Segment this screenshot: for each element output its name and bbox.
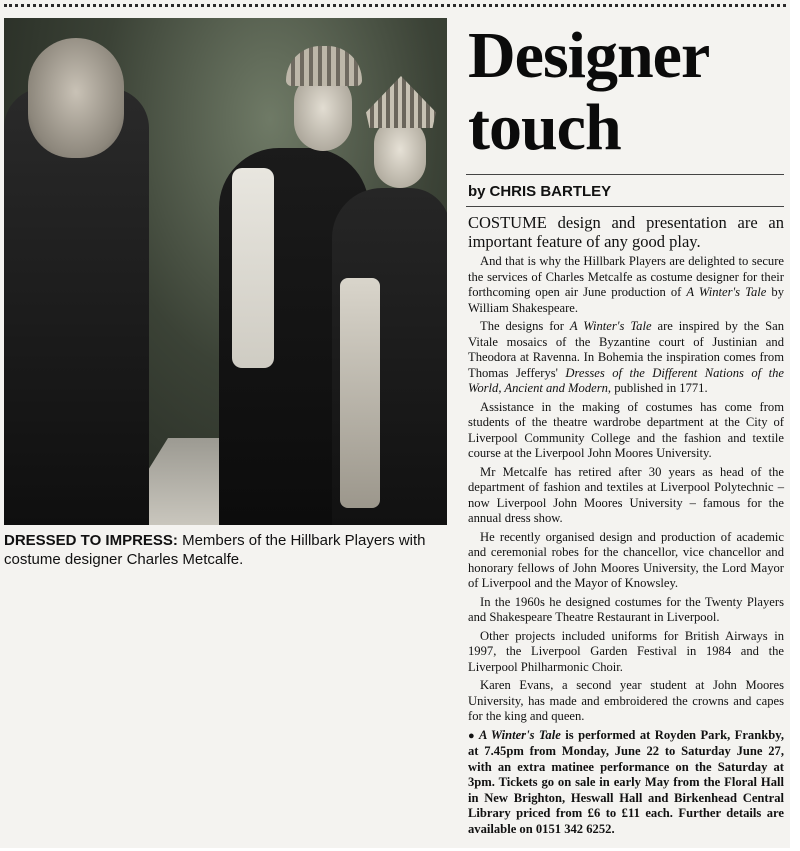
byline-prefix: by [468,183,486,200]
book-title: Dresses of the Different Nations of the World, Ancient and Modern [468,365,784,395]
king-crown-icon [286,46,362,86]
queen-crown-icon [366,76,436,128]
paragraph [468,319,784,397]
man-head [28,38,124,158]
play-title: A Winter's Tale [569,319,652,333]
cut-line [4,4,786,7]
queen-head [374,118,426,188]
paragraph-text: by William Shakespeare. [468,285,785,315]
play-title: A Winter's Tale [686,285,767,299]
paragraph: In the 1960s he designed costumes for the Twenty Players and Shakespeare Theatre Restaurant in Liverpool. [468,594,784,624]
queen-robe-trim [340,278,380,508]
photo-caption [4,532,444,569]
paragraph: Assistance in the making of costumes has come from students of the theatre wardrobe department at the City of Liverpool Community College and the fashion and textile course at the Liverpool John Moores University. [468,399,784,460]
byline-author: CHRIS BARTLEY [489,183,612,200]
bullet-icon: ● [468,729,476,742]
paragraph-text: are inspired by the San Vitale mosaics of the Byzantine court of Justinian and Theodora at Ravenna. In Bohemia the inspiration comes from Thomas Jefferys' [468,319,785,380]
paragraph: Other projects included uniforms for British Airways in 1997, the Liverpool Garden Festival in 1984 and the Liverpool Philharmonic Choir. [468,628,784,674]
rule [466,174,784,175]
paragraph: Karen Evans, a second year student at John Moores University, has made and embroidered the crowns and capes for the king and queen. [468,678,784,723]
paragraph: He recently organised design and production of academic and ceremonial robes for the chancellor, vice chancellor and honorary fellows of John Moores University, the Lord Mayor of Liverpool and the Mayor of Knowsley. [468,529,784,590]
byline [468,183,784,200]
paragraph [468,254,784,316]
caption-lead: DRESSED TO IMPRESS: [4,532,178,549]
article-column [466,18,784,837]
headline: Designer touch [468,19,709,164]
intro-paragraph: COSTUME design and presentation are an important feature of any good play. [468,213,784,251]
caption-text: Members of the Hillbark Players with costume designer Charles Metcalfe. [4,532,426,568]
performance-details [468,728,784,838]
article-photo [4,18,447,525]
paragraph-text: The designs for [480,319,570,333]
paragraph-text: is performed at Royden Park, Frankby, at 7.45pm from Monday, June 22 to Saturday June 27, with an extra matinee performance on the Saturday at 3pm. Tickets go on sale in early May from the Floral Hall in New Brighton, Heswall Hall and Birkenhead Central Library priced from £6 to £11 each. Further details are available on 0151 342 6252. [468,727,784,836]
rule [466,206,784,207]
king-cape [232,168,274,368]
play-title: A Winter's Tale [478,727,561,742]
paragraph-text: , published in 1771. [607,381,708,395]
paragraph: Mr Metcalfe has retired after 30 years as head of the department of fashion and textiles at Liverpool Polytechnic – now Liverpool John Moores University – famous for the annual dress show. [468,464,784,525]
paragraph-text: And that is why the Hillbark Players are delighted to secure the services of Charles Metcalfe as costume designer for their forthcoming open air June production of [468,254,784,299]
